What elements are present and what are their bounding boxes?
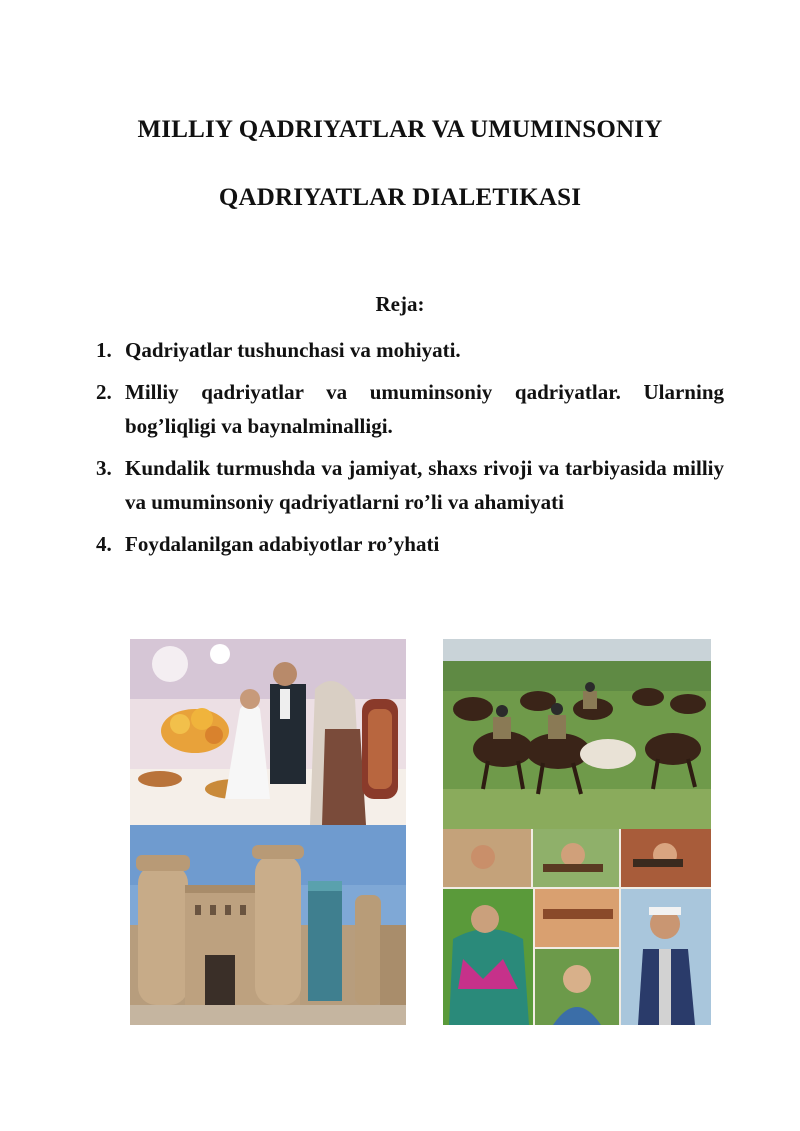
plan-item-text: Kundalik turmushda va jamiyat, shaxs rivoji va tarbiyasida milliy va umuminsoniy qadriyatlarni ro’li va ahamiyati [125,456,724,514]
plan-item-text: Milliy qadriyatlar va umuminsoniy qadriyatlar. Ularning bog’liqligi va baynalminalligi. [125,380,724,438]
document-title-line-2: QADRIYATLAR DIALETIKASI [218,184,582,211]
document-title-line-1: MILLIY QADRIYATLAR VA UMUMINSONIY [137,116,663,143]
left-photo-collage [130,639,406,1025]
plan-item [96,527,724,561]
wedding-ceremony-photo [130,639,406,825]
plan-item [96,451,724,519]
plan-item-text: Qadriyatlar tushunchasi va mohiyati. [125,338,461,362]
plan-item [96,333,724,367]
khiva-fortress-photo [130,825,406,1025]
plan-item-number: 3. [96,456,112,480]
plan-item [96,375,724,443]
right-photo-collage [443,639,711,1025]
kupkari-horse-game-photo [443,639,711,829]
folk-musicians-collage-photo [443,829,711,1025]
plan-item-number: 4. [96,532,112,556]
plan-list [96,333,724,569]
plan-heading: Reja: [375,292,425,316]
plan-item-number: 2. [96,380,112,404]
plan-item-text: Foydalanilgan adabiyotlar ro’yhati [125,532,440,556]
plan-item-number: 1. [96,338,112,362]
